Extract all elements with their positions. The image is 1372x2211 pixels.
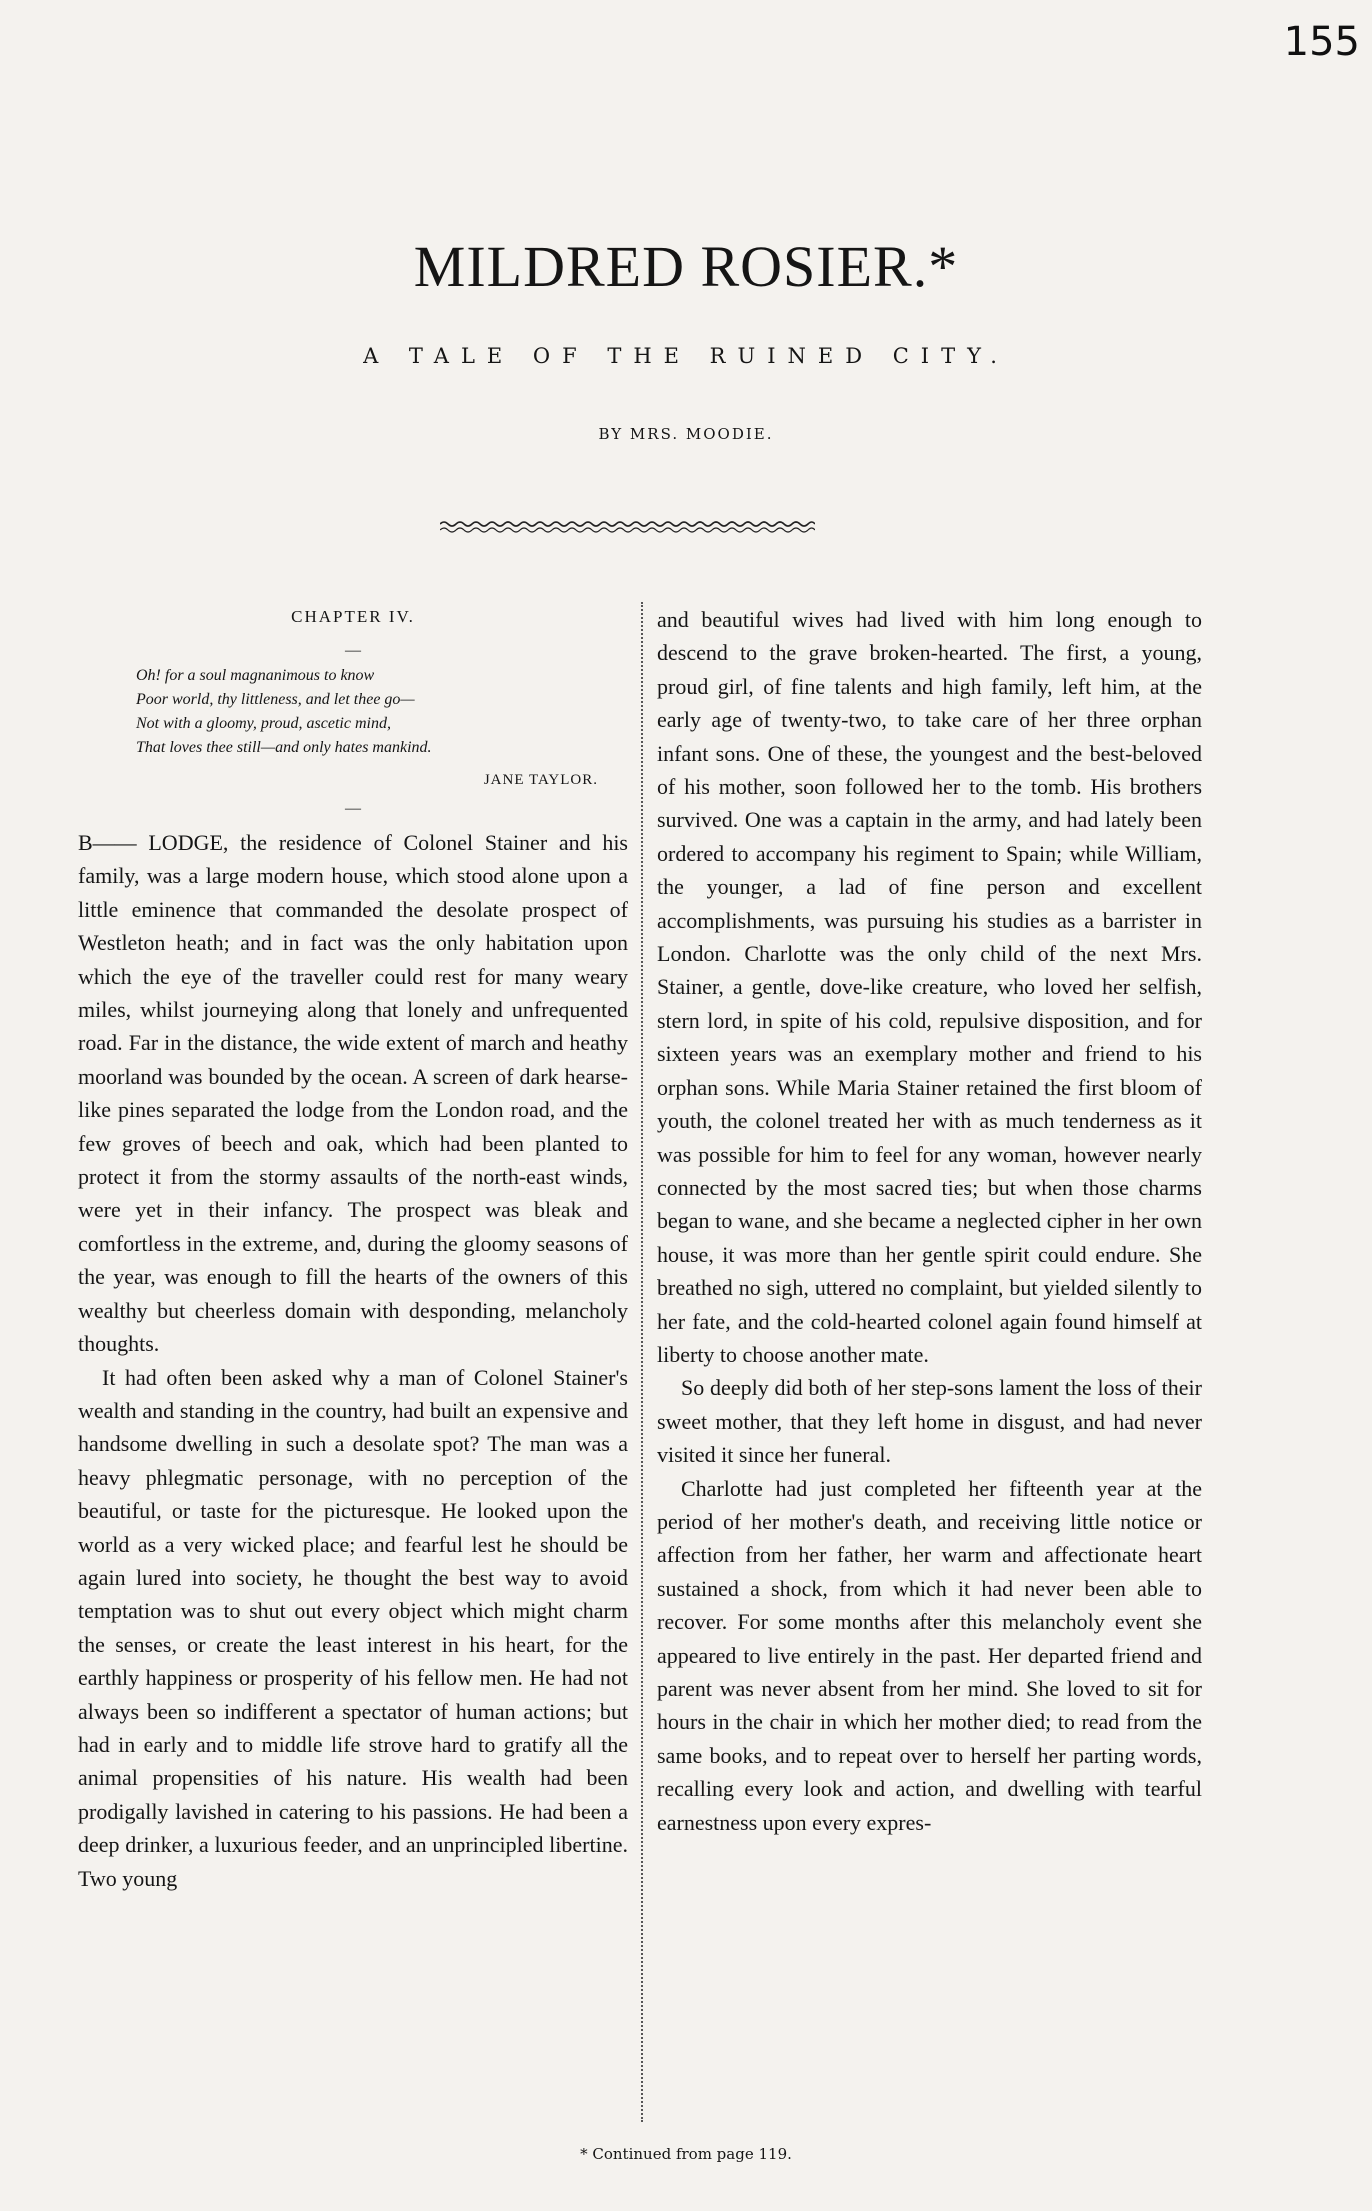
verse-attribution: JANE TAYLOR. <box>483 772 598 788</box>
short-rule: — <box>345 800 361 817</box>
verse-line: That loves thee still—and only hates mankind. <box>136 739 432 756</box>
footnote: * Continued from page 119. <box>580 2145 792 2163</box>
short-rule: — <box>345 642 361 659</box>
left-column <box>78 600 628 1895</box>
verse-line: Not with a gloomy, proud, ascetic mind, <box>136 715 391 732</box>
chapter-heading: CHAPTER IV. <box>291 607 415 626</box>
page-number: 155 <box>1283 19 1360 65</box>
author-byline: BY MRS. MOODIE. <box>598 425 774 443</box>
wavy-rule-ornament <box>440 520 815 534</box>
paragraph: and beautiful wives had lived with him long enough to descend to the grave broken-hearted. The first, a young, proud girl, of fine talents and high family, left him, at the early age of twenty-two, to take care of her three orphan infant sons. One of these, the youngest and the best-beloved of his mother, soon followed her to the tomb. His brothers survived. One was a captain in the army, and had lately been ordered to accompany his regiment to Spain; while William, the younger, a lad of fine person and excellent accomplishments, was pursuing his studies as a barrister in London. Charlotte was the only child of the next Mrs. Stainer, a gentle, dove-like creature, who loved her selfish, stern lord, in spite of his cold, repulsive disposition, and for sixteen years was an exemplary mother and friend to his orphan sons. While Maria Stainer retained the first bloom of youth, the colonel treated her with as much tenderness as it was possible for him to feel for any woman, however nearly connected by the most sacred ties; but when those charms began to wane, and she became a neglected cipher in her own house, it was more than her gentle spirit could endure. She breathed no sigh, uttered no complaint, but yielded silently to her fate, and the cold-hearted colonel again found himself at liberty to choose another mate. <box>657 607 1202 1367</box>
verse-line: Oh! for a soul magnanimous to know <box>136 667 375 684</box>
epigraph-verse <box>136 664 628 760</box>
paragraph: So deeply did both of her step-sons lament the loss of their sweet mother, that they left home in disgust, and had never visited it since her funeral. <box>657 1375 1202 1468</box>
paragraph: Charlotte had just completed her fifteenth year at the period of her mother's death, and receiving little notice or affection from her father, her warm and affectionate heart sustained a shock, from which it had never been able to recover. For some months after this melancholy event she appeared to live entirely in the past. Her departed friend and parent was never absent from her mind. She loved to sit for hours in the chair in which her mother died; to read from the same books, and to repeat over to herself her parting words, recalling every look and action, and dwelling with tearful earnestness upon every expres- <box>657 1475 1202 1835</box>
story-title: MILDRED ROSIER.* <box>413 234 959 299</box>
story-subtitle: A TALE OF THE RUINED CITY. <box>363 344 1009 368</box>
column-divider <box>641 602 643 2122</box>
verse-line: Poor world, thy littleness, and let thee go— <box>136 691 415 708</box>
paragraph: It had often been asked why a man of Colonel Stainer's wealth and standing in the country, had built an expensive and handsome dwelling in such a desolate spot? The man was a heavy phlegmatic personage, with no perception of the beautiful, or taste for the picturesque. He looked upon the world as a very wicked place; and fearful lest he should be again lured into society, he thought the best way to avoid temptation was to shut out every object which might charm the senses, or create the least interest in his heart, for the earthly happiness or prosperity of his fellow men. He had not always been so indifferent a spectator of human actions; but had in early and to middle life strove hard to gratify all the animal propensities of his nature. His wealth had been prodigally lavished in catering to his passions. He had been a deep drinker, a luxurious feeder, and an unprincipled libertine. Two young <box>78 1364 628 1891</box>
right-column <box>657 603 1202 1839</box>
paragraph: B—— LODGE, the residence of Colonel Stainer and his family, was a large modern house, which stood alone upon a little eminence that commanded the desolate prospect of Westleton heath; and in fact was the only habitation upon which the eye of the traveller could rest for many weary miles, whilst journeying along that lonely and unfrequented road. Far in the distance, the wide extent of march and heathy moorland was bounded by the ocean. A screen of dark hearse-like pines separated the lodge from the London road, and the few groves of beech and oak, which had been planted to protect it from the stormy assaults of the north-east winds, were yet in their infancy. The prospect was bleak and comfortless in the extreme, and, during the gloomy seasons of the year, was enough to fill the hearts of the owners of this wealthy but cheerless domain with desponding, melancholy thoughts. <box>78 830 628 1357</box>
